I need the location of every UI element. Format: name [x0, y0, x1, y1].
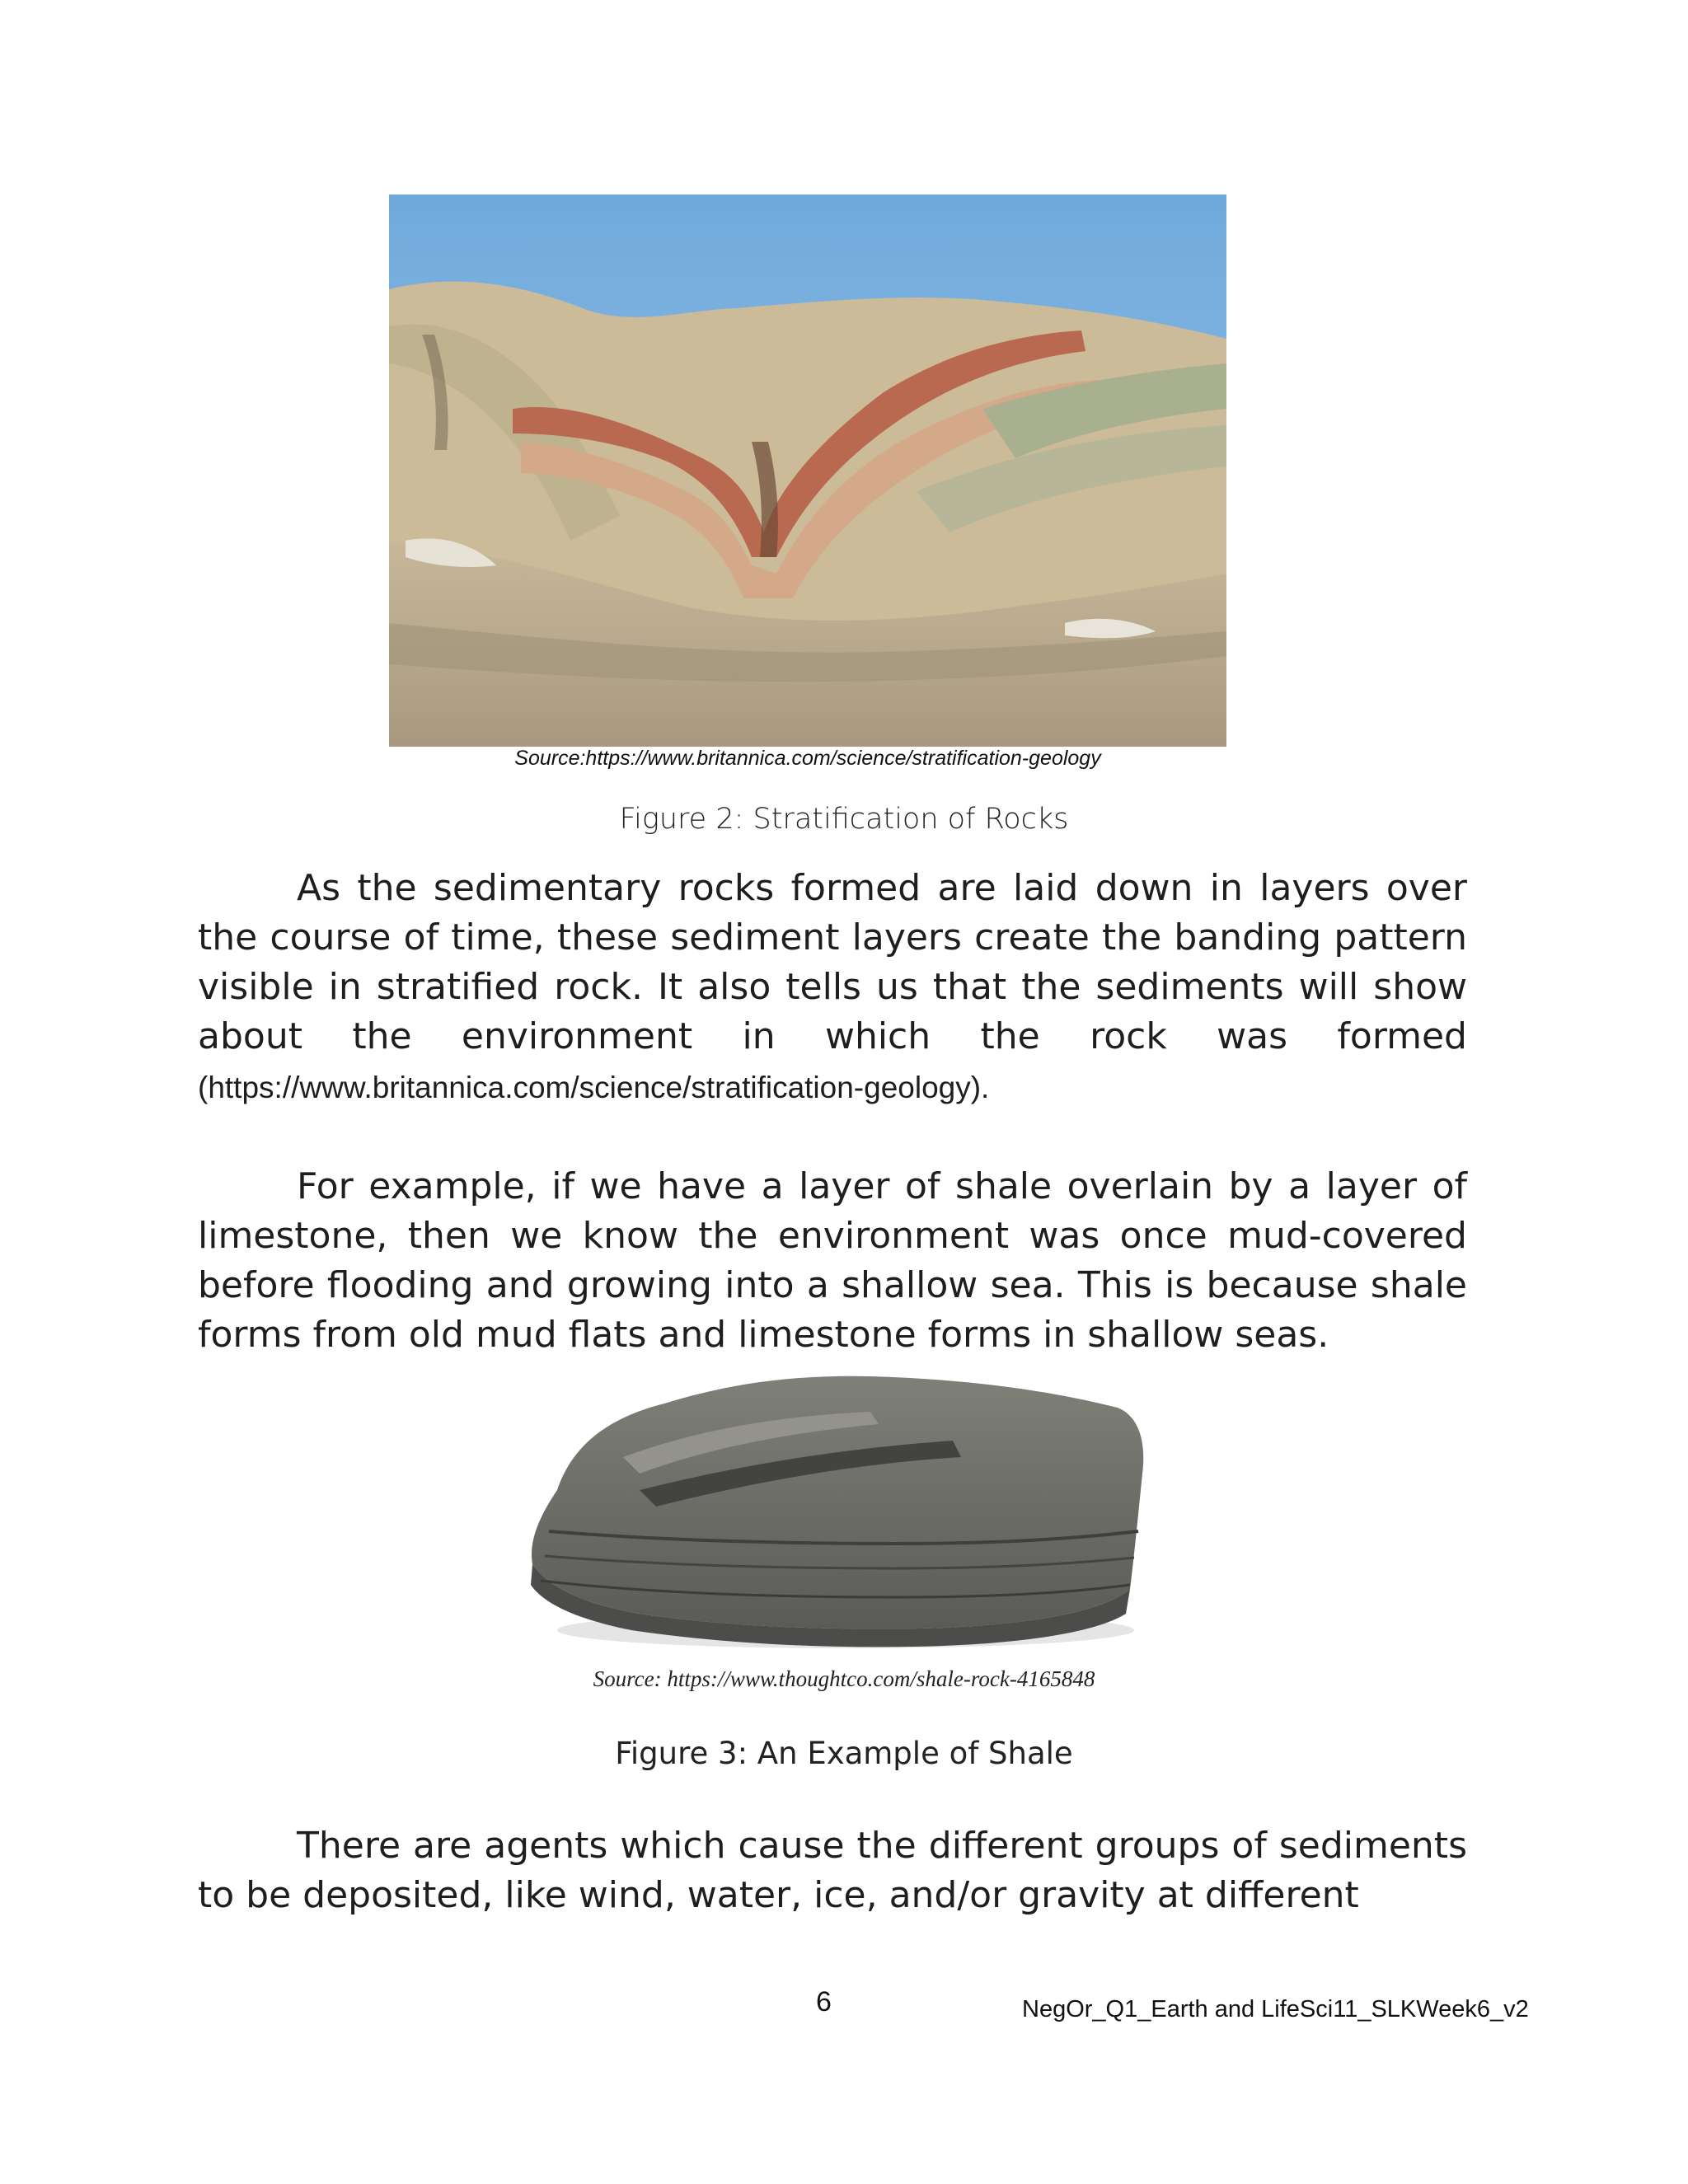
- stratification-image: [389, 194, 1226, 747]
- figure-2-source: Source:https://www.britannica.com/science/stratification-geology: [514, 747, 1101, 770]
- shale-image: [524, 1366, 1154, 1652]
- figure-2-caption: Figure 2: Stratification of Rocks: [619, 803, 1069, 836]
- paragraph-shale-example: [198, 1162, 1467, 1360]
- paragraph-agents: [198, 1821, 1467, 1920]
- paragraph-3-text: There are agents which cause the different groups of sediments to be deposited, like wind, water, ice, and/or gravity at different: [198, 1825, 1467, 1916]
- paragraph-1-reference: (https://www.britannica.com/science/stratification-geology).: [198, 1071, 990, 1104]
- paragraph-2-text: For example, if we have a layer of shale overlain by a layer of limestone, then we know the environment was once mud-covered before flooding and growing into a shallow sea. This is because shale forms from old mud flats and limestone forms in shallow seas.: [198, 1165, 1467, 1356]
- page-number: 6: [816, 1986, 832, 2018]
- paragraph-1-text: As the sedimentary rocks formed are laid down in layers over the course of time, these sediment layers create the banding pattern visible in stratified rock. It also tells us that the sediments will show about the environment in which the rock was formed: [198, 867, 1467, 1057]
- document-code: NegOr_Q1_Earth and LifeSci11_SLKWeek6_v2: [1022, 1996, 1529, 2022]
- figure-3-source: Source: https://www.thoughtco.com/shale-rock-4165848: [593, 1666, 1095, 1691]
- figure-3-caption: Figure 3: An Example of Shale: [615, 1736, 1073, 1771]
- shale-photo: [524, 1366, 1154, 1652]
- stratification-photo: [389, 194, 1226, 747]
- paragraph-stratification: [198, 864, 1467, 1113]
